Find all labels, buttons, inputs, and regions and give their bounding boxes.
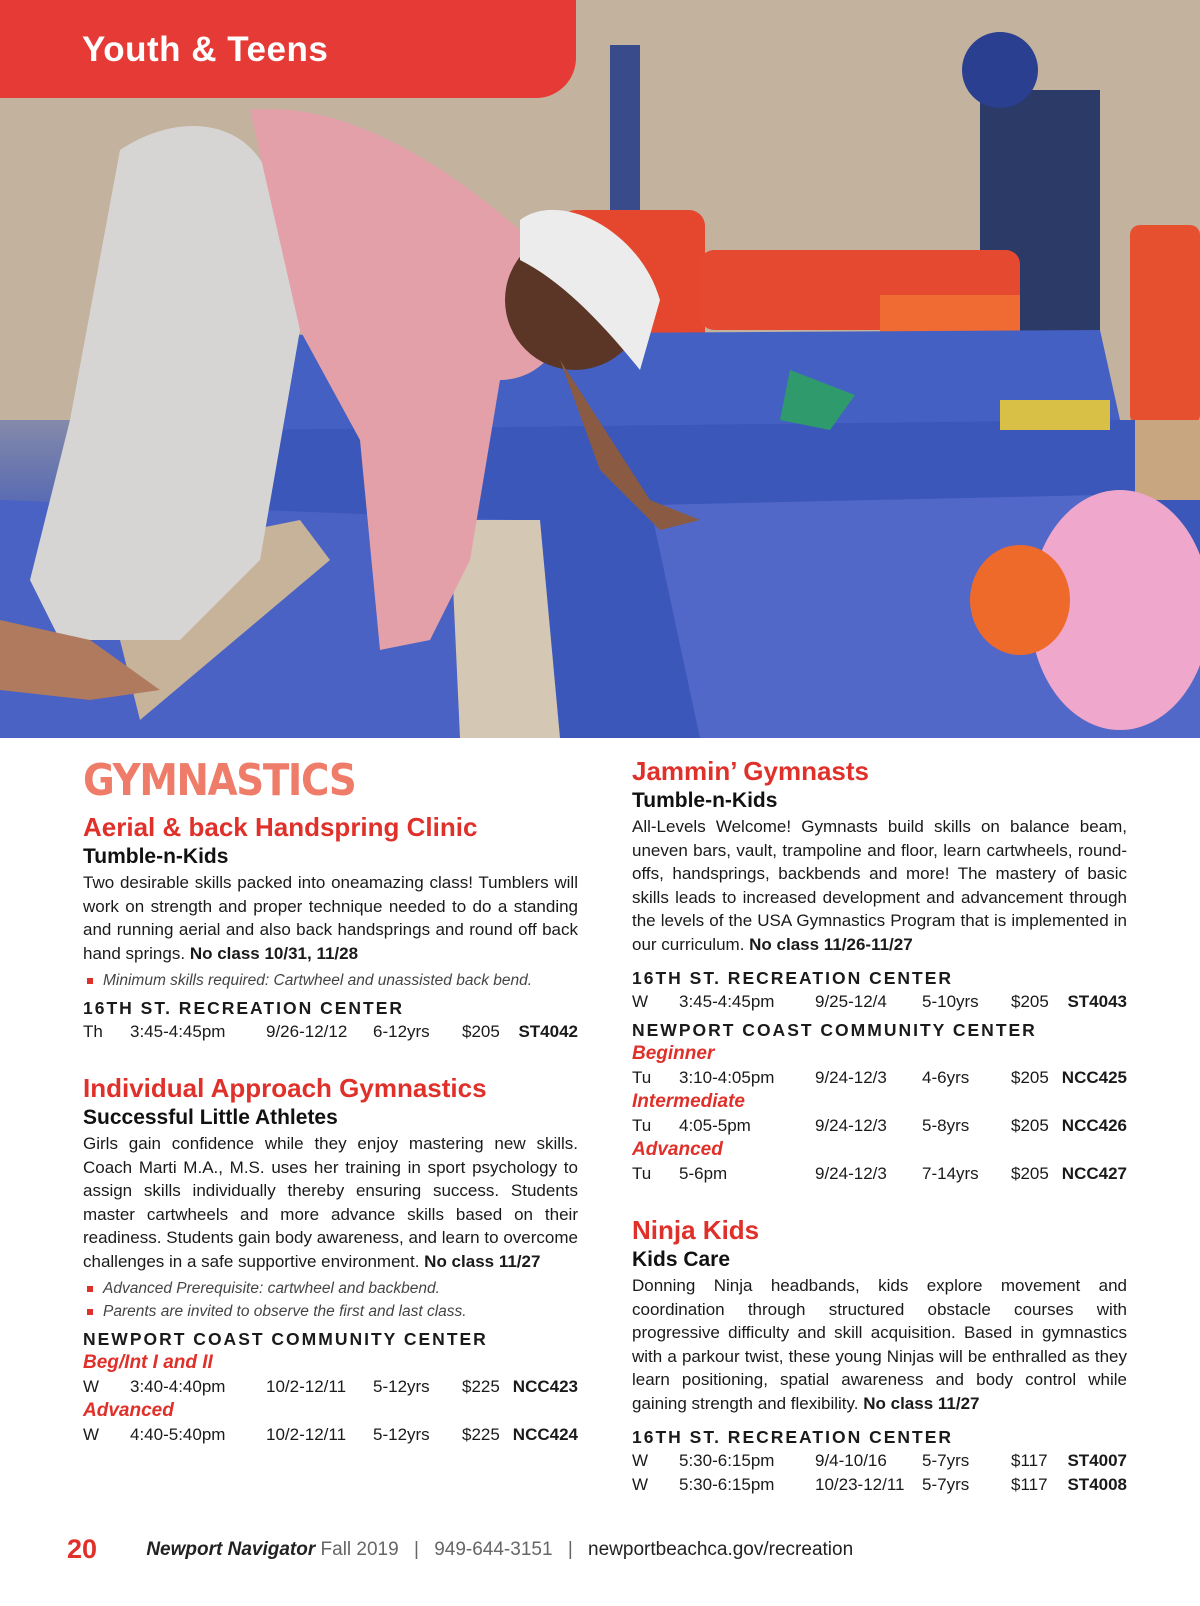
schedule-row: Th 3:45-4:45pm 9/26-12/12 6-12yrs $205 ST4042 bbox=[83, 1020, 578, 1044]
section-tab-label: Youth & Teens bbox=[82, 30, 329, 69]
notes-list bbox=[83, 1277, 578, 1323]
season: Fall 2019 bbox=[320, 1539, 399, 1560]
class-title: Ninja Kids bbox=[632, 1215, 760, 1245]
schedule-row: W 5:30-6:15pm 9/4-10/16 5-7yrs $117 ST4007 bbox=[632, 1449, 1127, 1473]
hero-photo bbox=[0, 0, 1200, 738]
location-heading: NEWPORT COAST COMMUNITY CENTER bbox=[632, 1020, 1037, 1040]
class-provider: Tumble-n-Kids bbox=[83, 845, 229, 868]
class-description: All-Levels Welcome! Gymnasts build skills on balance beam, uneven bars, vault, trampoline and floor, learn cartwheels, round-offs, handsprings, backbends and more! The mastery of basic skills leads to increased development and advancement through the levels of the USA Gymnastics Program that is implemented in our curriculum. No class 11/26-11/27 bbox=[632, 817, 1127, 954]
no-class-note: No class 11/27 bbox=[863, 1393, 980, 1413]
no-class-note: No class 10/31, 11/28 bbox=[189, 943, 359, 963]
course-code: ST4042 bbox=[518, 1022, 578, 1041]
level-label: Advanced bbox=[83, 1400, 174, 1421]
schedule-row: W 3:40-4:40pm 10/2-12/11 5-12yrs $225 NCC423 bbox=[83, 1375, 578, 1399]
class-provider: Tumble-n-Kids bbox=[632, 789, 778, 812]
no-class-note: No class 11/27 bbox=[424, 1251, 541, 1271]
website-link[interactable]: newportbeachca.gov/recreation bbox=[588, 1539, 854, 1560]
schedule-row: W 4:40-5:40pm 10/2-12/11 5-12yrs $225 NCC424 bbox=[83, 1423, 578, 1447]
course-code: ST4008 bbox=[1067, 1475, 1127, 1494]
level-label: Advanced bbox=[632, 1139, 723, 1160]
note-item: Minimum skills required: Cartwheel and unassisted back bend. bbox=[103, 969, 578, 992]
course-code: NCC423 bbox=[512, 1377, 578, 1396]
no-class-note: No class 11/26-11/27 bbox=[749, 934, 913, 954]
course-code: ST4043 bbox=[1067, 992, 1127, 1011]
course-code: NCC427 bbox=[1061, 1164, 1127, 1183]
location-heading: 16TH ST. RECREATION CENTER bbox=[83, 998, 405, 1018]
class-listing bbox=[632, 1214, 1127, 1497]
class-description: Two desirable skills packed into oneamazing class! Tumblers will work on strength and proper technique needed to do a standing and running aerial and also back handsprings and round off back hand springs. No class 10/31, 11/28 bbox=[83, 873, 578, 963]
course-code: ST4007 bbox=[1067, 1451, 1127, 1470]
schedule-row: W 3:45-4:45pm 9/25-12/4 5-10yrs $205 ST4043 bbox=[632, 990, 1127, 1014]
class-provider: Successful Little Athletes bbox=[83, 1106, 338, 1129]
schedule-row: W 5:30-6:15pm 10/23-12/11 5-7yrs $117 ST4008 bbox=[632, 1473, 1127, 1497]
schedule-row: Tu 5-6pm 9/24-12/3 7-14yrs $205 NCC427 bbox=[632, 1162, 1127, 1186]
level-label: Beginner bbox=[632, 1043, 715, 1064]
class-provider: Kids Care bbox=[632, 1248, 731, 1271]
level-label: Intermediate bbox=[632, 1091, 745, 1112]
class-listing bbox=[632, 755, 1127, 1186]
right-column bbox=[632, 755, 1127, 1497]
class-listing bbox=[83, 1072, 578, 1447]
class-title: Aerial & back Handspring Clinic bbox=[83, 812, 478, 842]
level-label: Beg/Int I and II bbox=[83, 1352, 213, 1373]
class-description: Donning Ninja headbands, kids explore movement and coordination through structured obstacle courses with progressive difficulty and skill acquisition. Based in gymnastics with a parkour twist, these young Ninjas will be enthralled as they learn positioning, spatial awareness and body control while gaining strength and flexibility. No class 11/27 bbox=[632, 1276, 1127, 1413]
note-item: Parents are invited to observe the first and last class. bbox=[103, 1300, 578, 1323]
left-column bbox=[83, 755, 578, 1447]
location-heading: NEWPORT COAST COMMUNITY CENTER bbox=[83, 1329, 488, 1349]
note-item: Advanced Prerequisite: cartwheel and backbend. bbox=[103, 1277, 578, 1300]
location-heading: 16TH ST. RECREATION CENTER bbox=[632, 1427, 954, 1447]
phone-number: 949-644-3151 bbox=[434, 1539, 553, 1560]
class-description: Girls gain confidence while they enjoy mastering new skills. Coach Marti M.A., M.S. uses her training in sport psychology to assign skills individually thereby ensuring success. Students master cartwheels and more advance skills based on their readiness. Students gain body awareness, and learn to overcome challenges in a safe supportive environment. No class 11/27 bbox=[83, 1134, 578, 1271]
page-title: GYMNASTICS bbox=[83, 755, 356, 806]
course-code: NCC426 bbox=[1061, 1116, 1127, 1135]
gymnastics-photo-illustration bbox=[0, 0, 1200, 738]
course-code: NCC424 bbox=[512, 1425, 578, 1444]
notes-list bbox=[83, 969, 578, 992]
schedule-row: Tu 3:10-4:05pm 9/24-12/3 4-6yrs $205 NCC425 bbox=[632, 1066, 1127, 1090]
page-footer bbox=[67, 1531, 853, 1562]
location-heading: 16TH ST. RECREATION CENTER bbox=[632, 968, 954, 988]
section-tab bbox=[0, 0, 576, 98]
class-title: Jammin’ Gymnasts bbox=[632, 756, 869, 786]
course-code: NCC425 bbox=[1061, 1068, 1127, 1087]
schedule-row: Tu 4:05-5pm 9/24-12/3 5-8yrs $205 NCC426 bbox=[632, 1114, 1127, 1138]
page-number: 20 bbox=[67, 1534, 98, 1564]
class-title: Individual Approach Gymnastics bbox=[83, 1073, 487, 1103]
separator: | bbox=[567, 1539, 573, 1560]
class-listing bbox=[83, 811, 578, 1044]
separator: | bbox=[413, 1539, 419, 1560]
publication-name: Newport Navigator bbox=[146, 1539, 316, 1560]
